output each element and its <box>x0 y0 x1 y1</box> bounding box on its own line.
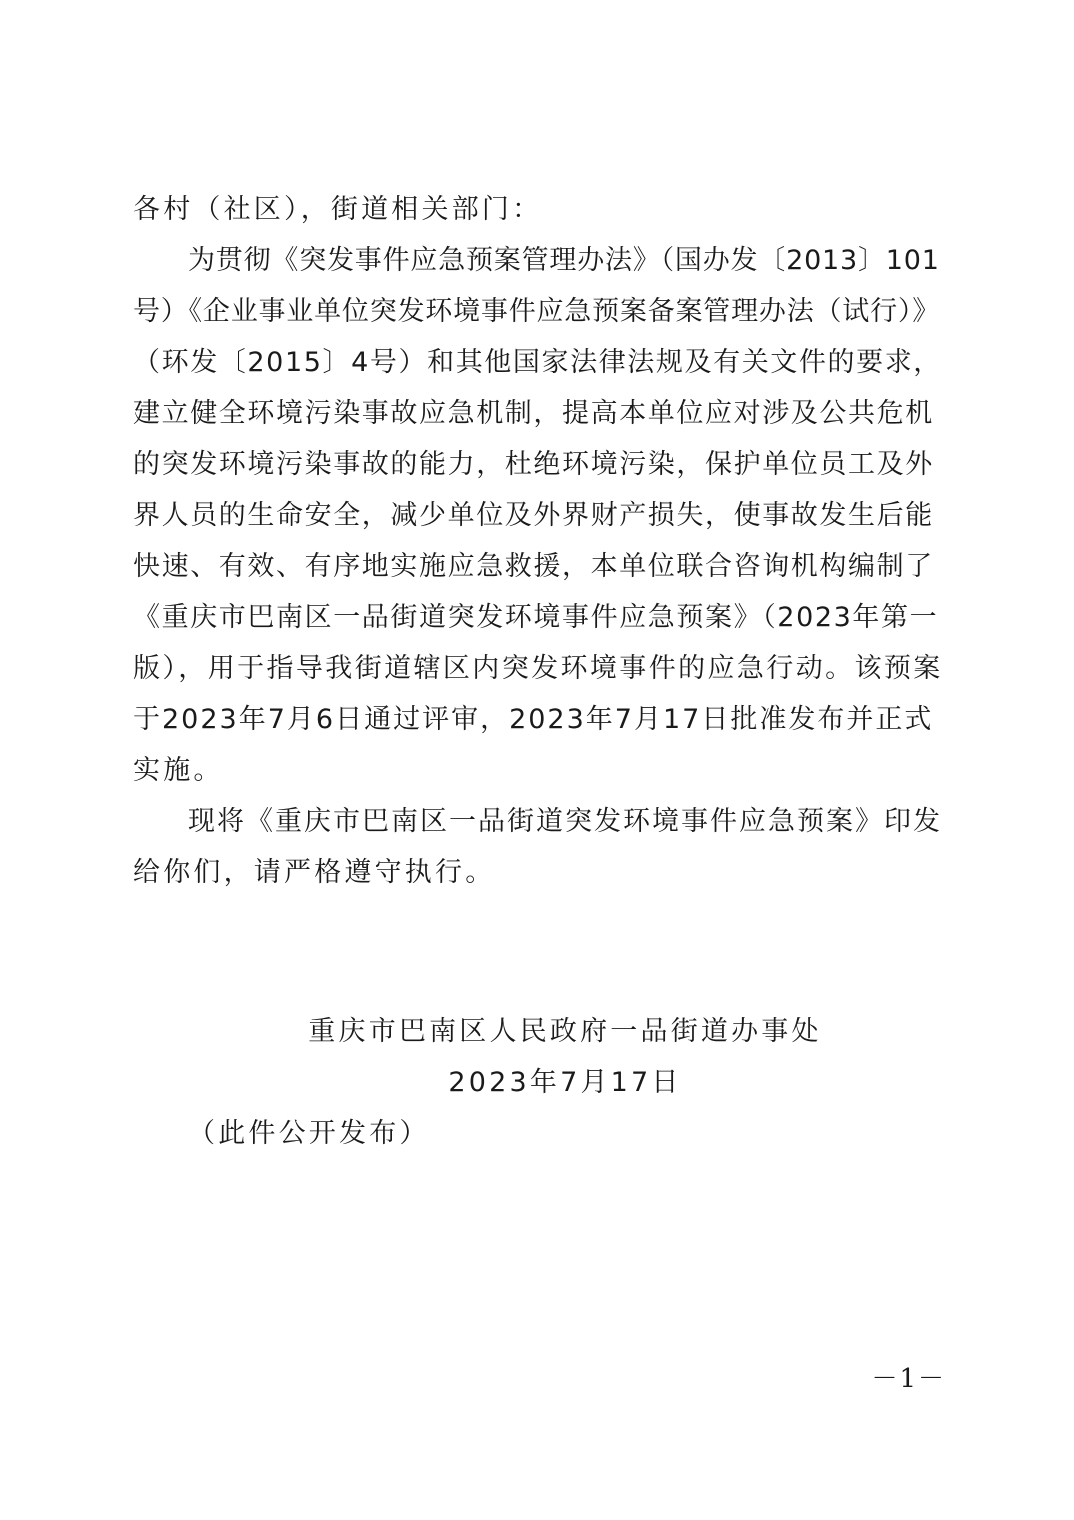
paragraph-1-line-4: 建立健全环境污染事故应急机制，提高本单位应对涉及公共危机 <box>133 398 934 429</box>
paragraph-1-line-8: 《重庆市巴南区一品街道突发环境事件应急预案》（2023年第一 <box>133 602 939 633</box>
salutation: 各村（社区），街道相关部门： <box>133 194 543 225</box>
paragraph-1-line-7: 快速、有效、有序地实施应急救援，本单位联合咨询机构编制了 <box>133 551 934 582</box>
paragraph-1-line-2: 号）《企业事业单位突发环境事件应急预案备案管理办法（试行）》 <box>133 296 940 327</box>
signature-organization: 重庆市巴南区人民政府一品街道办事处 <box>308 1016 822 1047</box>
paragraph-1-line-9: 版），用于指导我街道辖区内突发环境事件的应急行动。该预案 <box>133 653 943 684</box>
paragraph-1-line-5: 的突发环境污染事故的能力，杜绝环境污染，保护单位员工及外 <box>133 449 934 480</box>
paragraph-1-line-10: 于2023年7月6日通过评审，2023年7月17日批准发布并正式 <box>133 704 934 735</box>
publication-note: （此件公开发布） <box>188 1118 430 1149</box>
paragraph-2-line-2: 给你们，请严格遵守执行。 <box>133 857 496 888</box>
paragraph-1-line-1: 为贯彻《突发事件应急预案管理办法》（国办发〔2013〕101 <box>188 245 940 276</box>
paragraph-1-line-3: （环发〔2015〕4号）和其他国家法律法规及有关文件的要求， <box>133 347 942 378</box>
paragraph-1-line-11: 实施。 <box>133 755 224 786</box>
page-number: －1－ <box>871 1364 946 1394</box>
paragraph-1-line-6: 界人员的生命安全，减少单位及外界财产损失，使事故发生后能 <box>133 500 934 531</box>
signature-date: 2023年7月17日 <box>448 1067 682 1098</box>
paragraph-2-line-1: 现将《重庆市巴南区一品街道突发环境事件应急预案》印发 <box>188 806 942 837</box>
